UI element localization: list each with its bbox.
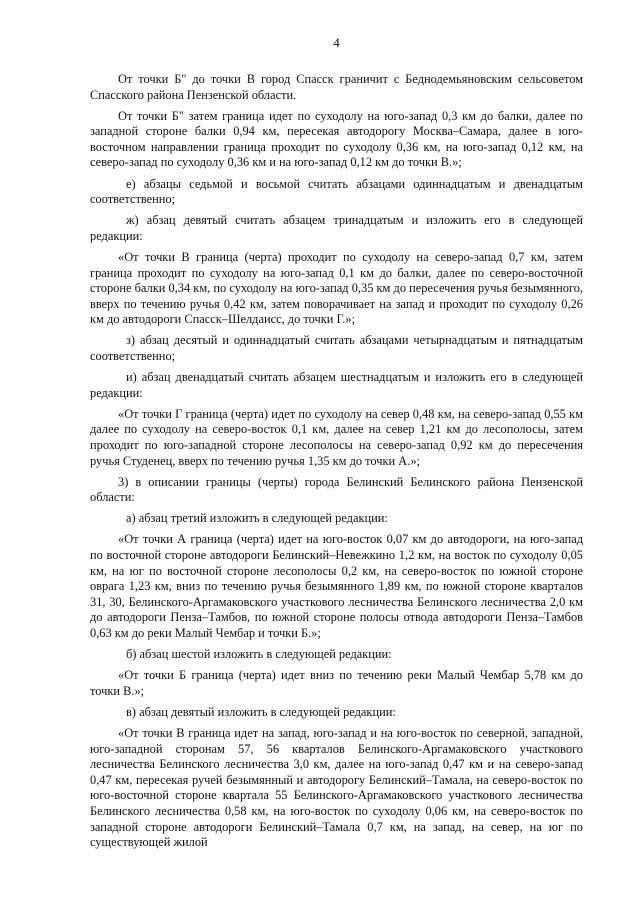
paragraph: От точки Б" до точки В город Спасск граничит с Беднодемьяновским сельсоветом Спасского района Пензенской области.: [90, 72, 583, 102]
paragraph: «От точки В граница идет на запад, юго-запад и на юго-восток по северной, западной, юго-западной сторонам 57, 56 кварталов Белинского-Аргамаковского участкового лесничества Белинского лесничества 3,0 км, далее на юго-запад 0,47 км и на северо-запад 0,47 км, пересекая ручей безымянный и автодорогу Белинский–Тамала, на северо-восток по юго-восточной стороне квартала 55 Белинского-Аргамаковского участкового лесничества Белинского лесничества 0,58 км, на юго-восток по суходолу 0,06 км, на северо-восток по западной стороне автодороги Белинский–Тамала 0,7 км, на запад, на север, на юг по существующей жилой: [90, 725, 583, 850]
page-number: 4: [333, 35, 340, 50]
paragraph: От точки Б" затем граница идет по суходолу на юго-запад 0,3 км до балки, далее по западной стороне балки 0,94 км, пересекая автодорогу Москва–Самара, далее в юго-восточном направлении граница проходит по суходолу 0,36 км, на юго-запад 0,12 км, на северо-запад по суходолу 0,36 км и на юго-запад 0,12 км до точки В.»;: [90, 108, 583, 170]
paragraph: в) абзац девятый изложить в следующей редакции:: [126, 704, 396, 719]
paragraph: «От точки А граница (черта) идет на юго-восток 0,07 км до автодороги, на юго-запад по восточной стороне автодороги Белинский–Невежкино 1,2 км, на восток по суходолу 0,05 км, на юг по восточной стороне лесополосы 0,2 км, на северо-восток по южной стороне оврага 1,23 км, вниз по течению ручья безымянного 1,89 км, по южной стороне кварталов 31, 30, Белинского-Аргамаковского участкового лесничества Белинского лесничества 2,0 км до автодороги Пенза–Тамбов, по южной стороне полосы отвода автодороги Пенза–Тамбов 0,63 км до реки Малый Чембар и точки Б.»;: [90, 532, 583, 640]
paragraph: а) абзац третий изложить в следующей редакции:: [126, 511, 388, 526]
paragraph: «От точки Г граница (черта) идет по суходолу на север 0,48 км, на северо-запад 0,55 км далее по суходолу на северо-восток 0,1 км, далее на север 1,21 км до лесополосы, затем проходит по юго-западной стороне лесополосы на северо-запад 0,92 км до пересечения ручья Студенец, вверх по течению ручья 1,35 км до точки А.»;: [90, 406, 583, 468]
paragraph: ж) абзац девятый считать абзацем тринадцатым и изложить его в следующей редакции:: [90, 213, 583, 243]
paragraph: 3) в описании границы (черты) города Белинский Белинского района Пензенской области:: [90, 474, 583, 505]
paragraph: е) абзацы седьмой и восьмой считать абзацами одиннадцатым и двенадцатым соответственно;: [90, 176, 583, 207]
paragraph: б) абзац шестой изложить в следующей редакции:: [126, 647, 392, 662]
paragraph: и) абзац двенадцатый считать абзацем шестнадцатым и изложить его в следующей редакции:: [90, 370, 583, 400]
paragraph: «От точки Б граница (черта) идет вниз по течению реки Малый Чембар 5,78 км до точки В.»;: [90, 668, 583, 698]
paragraph: з) абзац десятый и одиннадцатый считать абзацами четырнадцатым и пятнадцатым соответственно;: [90, 333, 583, 363]
paragraph: «От точки В граница (черта) проходит по суходолу на северо-запад 0,7 км, затем граница проходит по суходолу на юго-запад 0,1 км до балки, далее по северо-восточной стороне балки 0,34 км, по суходолу на юго-запад 0,35 км до пересечения ручья безымянного, вверх по течению ручья 0,42 км, затем поворачивает на запад и проходит по суходолу 0,26 км до автодороги Спасск–Шелдаисс, до точки Г.»;: [90, 249, 583, 327]
